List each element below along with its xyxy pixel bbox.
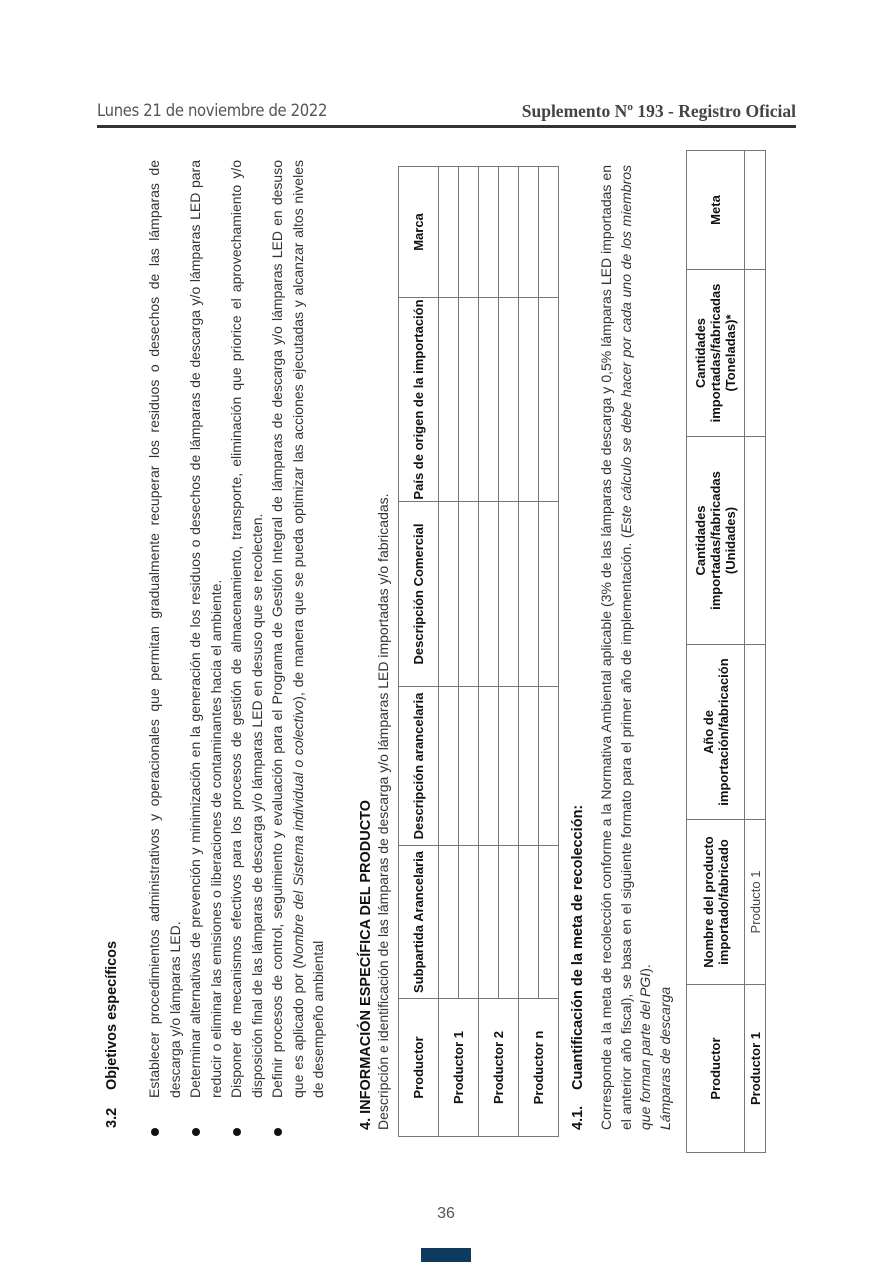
section-number: 3.2 (104, 1107, 120, 1128)
empty-cell[interactable] (439, 298, 459, 502)
table-row (519, 167, 539, 1137)
section-4-heading: 4. INFORMACIÓN ESPECÍFICA DEL PRODUCTO (358, 799, 374, 1130)
empty-cell[interactable] (539, 298, 559, 502)
objective-item (144, 160, 185, 1150)
column-header: Cantidades importadas/fabricadas (Unidades) (687, 437, 745, 645)
empty-cell[interactable] (499, 502, 519, 687)
producer-cell: Productor 1 (745, 985, 766, 1153)
empty-cell[interactable] (519, 298, 539, 502)
objective-item (185, 160, 226, 1150)
bullet-icon (274, 1128, 282, 1136)
table-header-row (687, 151, 745, 1153)
objective-text: Establecer procedimientos administrativos y operacionales que permitan gradualmente recuperar los residuos o desechos de las lámparas de descarga y/o lámparas LED. (146, 160, 183, 1098)
objective-text: Definir procesos de control, seguimiento y evaluación para el Programa de Gestión Integral de lámparas de descarga y/o lámparas LED en desuso que es aplicado por ( (269, 160, 306, 1098)
empty-cell[interactable] (499, 298, 519, 502)
column-header: Marca (399, 167, 439, 298)
section-4-subtitle: Descripción e identificación de las lámparas de descarga y/o lámparas LED importadas y/o fabricadas. (375, 493, 391, 1130)
empty-cell[interactable] (519, 687, 539, 846)
page-number: 36 (437, 1205, 455, 1222)
empty-cell[interactable] (519, 167, 539, 298)
column-header: Subpartida Arancelaria (399, 846, 439, 999)
header-publication: Suplemento Nº 193 - Registro Oficial (521, 101, 796, 121)
column-header: Meta (687, 151, 745, 270)
table-row (745, 151, 766, 1153)
tons-cell[interactable] (745, 270, 766, 437)
empty-cell[interactable] (459, 846, 479, 999)
table-header-row (399, 167, 439, 1137)
objectives-list (144, 160, 329, 1150)
empty-cell[interactable] (439, 167, 459, 298)
empty-cell[interactable] (439, 846, 459, 999)
footer-bar (421, 1248, 471, 1262)
objective-item (267, 160, 329, 1150)
bullet-icon (192, 1128, 200, 1136)
objective-text: Determinar alternativas de prevención y minimización en la generación de los residuos o desechos de lámparas de descarga y/o lámparas LED para reducir o eliminar las emisiones o liberaciones de contaminantes hacia el ambiente. (187, 160, 224, 1098)
section-4-1-heading (570, 805, 586, 1130)
empty-cell[interactable] (499, 846, 519, 999)
table-row (439, 167, 459, 1137)
empty-cell[interactable] (539, 502, 559, 687)
paragraph-text-end: ). (637, 964, 653, 973)
rotated-page-content (100, 140, 780, 1150)
column-header: Nombre del producto importado/fabricado (687, 820, 745, 985)
section-title: Cuantificación de la meta de recolección: (570, 804, 586, 1090)
bullet-icon (233, 1128, 241, 1136)
table-row (459, 167, 479, 1137)
product-info-table (398, 166, 559, 1137)
empty-cell[interactable] (519, 502, 539, 687)
section-title: Objetivos específicos (104, 940, 120, 1090)
section-3-2-heading (104, 941, 120, 1128)
bullet-icon (151, 1128, 159, 1136)
column-header: Productor (687, 985, 745, 1153)
empty-cell[interactable] (539, 687, 559, 846)
empty-cell[interactable] (519, 846, 539, 999)
collection-target-paragraph (597, 165, 675, 1130)
empty-cell[interactable] (479, 502, 499, 687)
empty-cell[interactable] (459, 298, 479, 502)
section-number: 4.1. (570, 1105, 586, 1130)
column-header: Descripción Comercial (399, 502, 439, 687)
producer-cell: Productor 2 (479, 999, 519, 1137)
paragraph-italic: Este cálculo se debe hacer por cada uno de los miembros que forman parte del PGI (617, 165, 653, 1130)
producer-cell: Productor n (519, 999, 559, 1137)
collection-target-table (686, 150, 766, 1153)
header-rule (97, 125, 796, 128)
column-header: Productor (399, 999, 439, 1137)
objective-item (226, 160, 267, 1150)
empty-cell[interactable] (439, 502, 459, 687)
column-header: Descripción arancelaria (399, 687, 439, 846)
units-cell[interactable] (745, 437, 766, 645)
header-date: Lunes 21 de noviembre de 2022 (97, 101, 328, 120)
table-row (539, 167, 559, 1137)
objective-text: Disponer de mecanismos efectivos para los procesos de gestión de almacenamiento, transporte, eliminación que priorice el aprovechamiento y/o disposición final de las lámparas de descarga y/o lámparas LED en desuso que se recolecten. (228, 160, 265, 1098)
empty-cell[interactable] (499, 687, 519, 846)
empty-cell[interactable] (539, 167, 559, 298)
objective-text: ), de manera que se pueda optimizar las acciones ejecutadas y alcanzar altos niveles de desempeño ambiental (289, 160, 326, 1098)
empty-cell[interactable] (459, 502, 479, 687)
producer-cell: Productor 1 (439, 999, 479, 1137)
empty-cell[interactable] (499, 167, 519, 298)
empty-cell[interactable] (459, 687, 479, 846)
column-header: País de origen de la importación (399, 298, 439, 502)
empty-cell[interactable] (479, 687, 499, 846)
product-name-cell: Producto 1 (745, 820, 766, 985)
objective-text-italic: Nombre del Sistema individual o colectivo (289, 700, 306, 964)
empty-cell[interactable] (479, 298, 499, 502)
empty-cell[interactable] (459, 167, 479, 298)
empty-cell[interactable] (479, 167, 499, 298)
empty-cell[interactable] (479, 846, 499, 999)
table-row (479, 167, 499, 1137)
target-cell[interactable] (745, 151, 766, 270)
year-cell[interactable] (745, 645, 766, 820)
paragraph-text: Corresponde a la meta de recolección conforme a la Normativa Ambiental aplicable (3% de las lámparas de descarga y 0,5% lámparas LED importadas en el anterior año fiscal), se basa en el siguiente formato para el primer año de implementación. ( (598, 165, 634, 1130)
table-caption: Lámparas de descarga (656, 986, 673, 1130)
empty-cell[interactable] (439, 687, 459, 846)
empty-cell[interactable] (539, 846, 559, 999)
column-header: Cantidades importadas/fabricadas (Toneladas)* (687, 270, 745, 437)
table-row (499, 167, 519, 1137)
column-header: Año de importación/fabricación (687, 645, 745, 820)
